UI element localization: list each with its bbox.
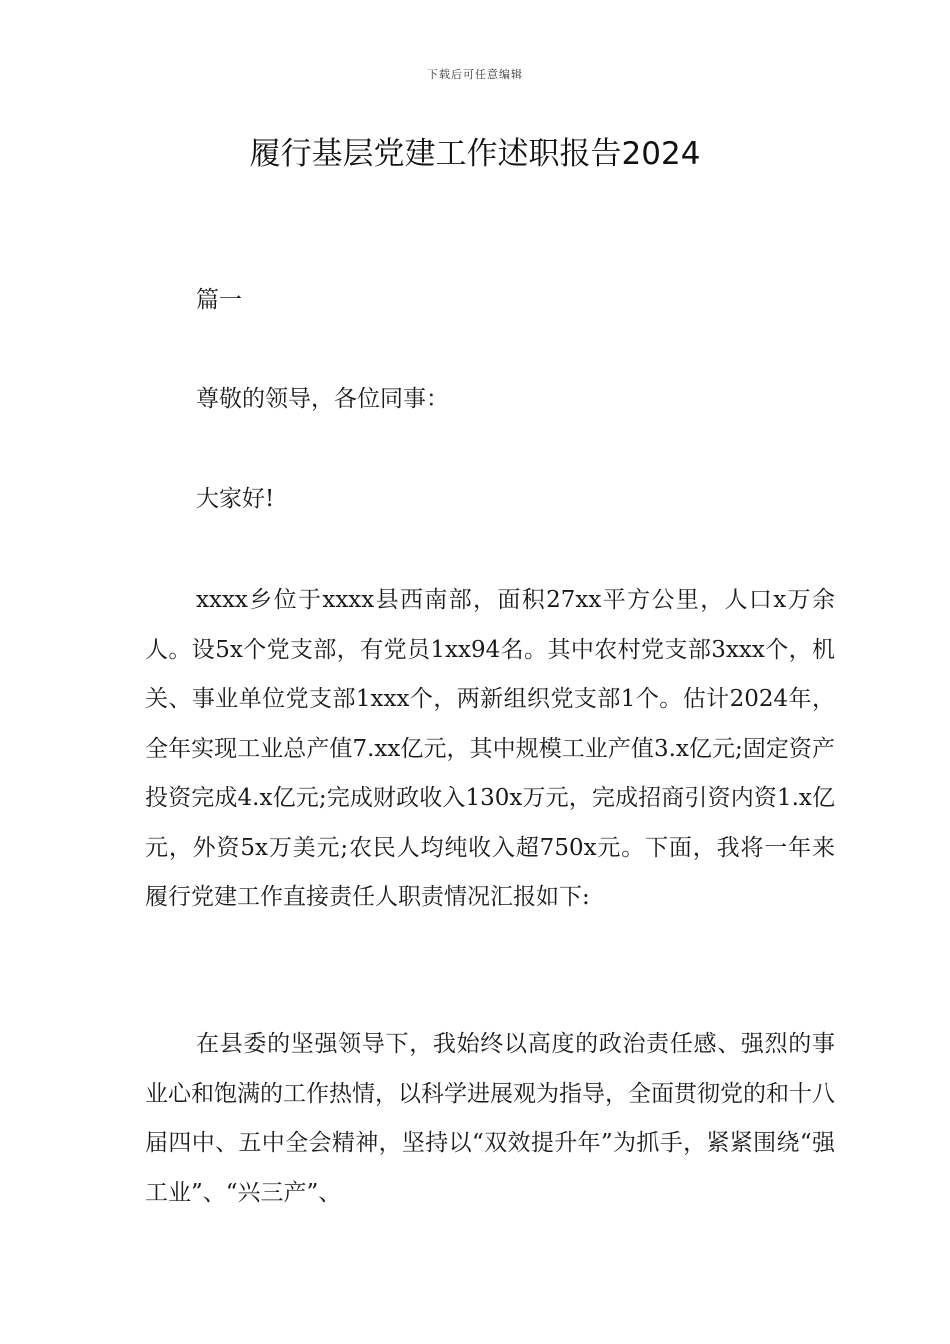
section-label: 篇一	[196, 287, 242, 313]
body-paragraph-1: xxxx乡位于xxxx县西南部，面积27xx平方公里，人口x万余人。设5x个党支部，有党员1xx94名。其中农村党支部3xxx个，机关、事业单位党支部1xxx个，两新组织党支部1个。估计2024年，全年实现工业总产值7.xx亿元，其中规模工业产值3.x亿元;固定资产投资完成4.x亿元;完成财政收入130x万元，完成招商引资内资1.x亿元，外资5x万美元;农民人均纯收入超750x元。下面，我将一年来履行党建工作直接责任人职责情况汇报如下:	[145, 587, 835, 910]
body-paragraph-2: 在县委的坚强领导下，我始终以高度的政治责任感、强烈的事业心和饱满的工作热情，以科学进展观为指导，全面贯彻党的和十八届四中、五中全会精神，坚持以“双效提升年”为抓手，紧紧围绕“强工业”、“兴三产”、	[145, 1031, 835, 1206]
header-note: 下载后可任意编辑	[427, 68, 523, 81]
greeting: 大家好!	[196, 486, 275, 512]
document-title: 履行基层党建工作述职报告2024	[249, 136, 701, 172]
salutation: 尊敬的领导，各位同事：	[196, 386, 449, 412]
